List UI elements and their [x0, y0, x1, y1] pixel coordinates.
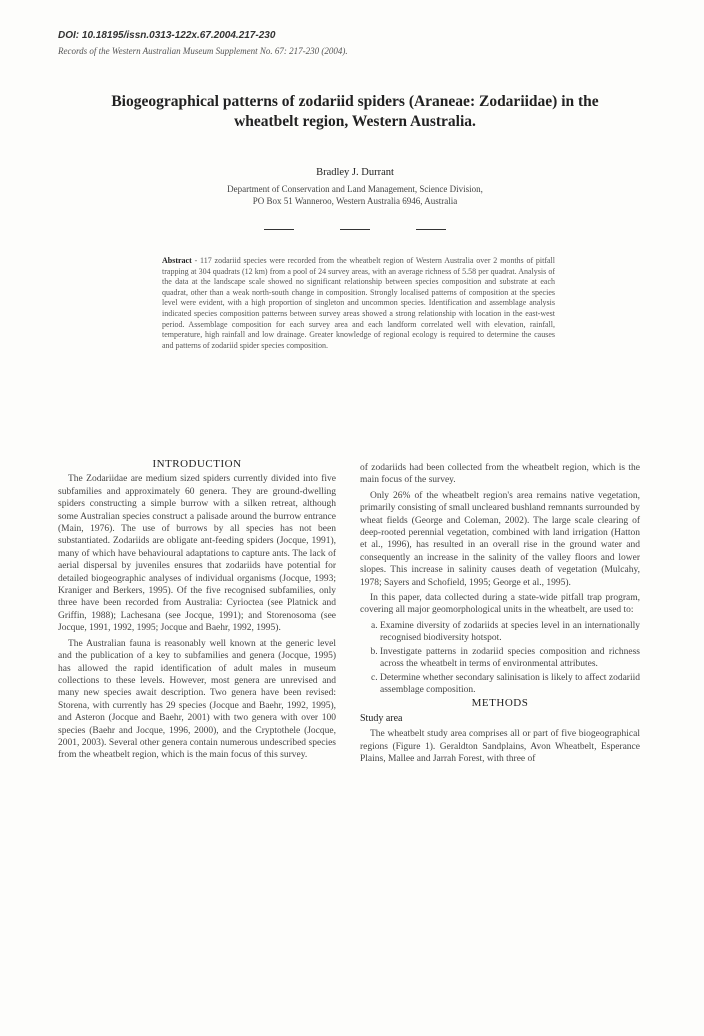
aim-item-c: c. Determine whether secondary salinisation is likely to affect zodariid assemblage composition.	[380, 672, 640, 697]
abstract-text: - 117 zodariid species were recorded from the wheatbelt region of Western Australia over 2 months of pitfall trapping at 304 quadrats (12 km) from a pool of 24 survey areas, with an average richness of 5.58 per quadrat. Analysis of the data at the landscape scale showed no significant relationship between species composition and substrate at each quadrat, other than a weak north-south change in composition. Strongly localised patterns of composition at the species level were evident, with a high proportion of singleton and uncommon species. Identification and assemblage analysis indicated species composition patterns between survey areas showed a strong relationship with location in the east-west period. Assemblage composition for each survey area and each landform correlated well with elevation, rainfall, temperature, high rainfall and low drainage. Greater knowledge of regional ecology is required to determine the causes and patterns of zodariid spider species composition.	[162, 256, 555, 350]
methods-heading: METHODS	[471, 697, 529, 710]
introduction-heading: INTRODUCTION	[152, 458, 242, 470]
date-rule-2	[340, 226, 370, 230]
intro-paragraph-1: The Zodariidae are medium sized spiders currently divided into five subfamilies and approximately 60 genera. They are ground-dwelling spiders constructing a simple burrow with a silken retreat, although some Australian species construct a palisade around the burrow entrance (Main, 1976). The use of burrows by all species has not been substantiated. Zodariids are obligate ant-feeding spiders (Jocque, 1991), many of which have behavioural adaptations to capture ants. The lack of aerial dispersal by juveniles ensures that zodariids have potential for detailed biogeographic analyses of individual organisms (Jocque, 1993; Kraniger and Berkers, 1995). Of the five recognised subfamilies, only three have been recorded from Australia: Cyrioctea (see Platnick and Griffin, 1988); Lachesana (see Jocque, 1991); and Storenosoma (see Jocque, 1991, 1992, 1995; Jocque and Baehr, 1992, 1995).	[58, 474, 336, 634]
date-rule-1	[264, 226, 294, 230]
study-area-paragraph: The wheatbelt study area comprises all or part of five biogeographical regions (Figure 1). Geraldton Sandplains, Avon Wheatbelt, Esperance Plains, Mallee and Jarrah Forest, with three of	[360, 729, 640, 764]
study-area-heading: Study area	[360, 712, 403, 724]
abstract-label: Abstract	[162, 256, 192, 265]
author-name: Bradley J. Durrant	[316, 167, 394, 178]
body-paragraph-3: In this paper, data collected during a state-wide pitfall trap program, covering all major geomorphological units in the wheatbelt, are used to:	[360, 593, 640, 616]
abstract	[162, 256, 555, 351]
date-rule-3	[416, 226, 446, 230]
body-paragraph-1: of zodariids had been collected from the wheatbelt region, which is the main focus of the survey.	[360, 463, 640, 486]
column-right	[360, 462, 640, 768]
journal-citation: Records of the Western Australian Museum Supplement No. 67: 217-230 (2004).	[58, 46, 348, 56]
affiliation-line-2: PO Box 51 Wanneroo, Western Australia 6946, Australia	[252, 196, 458, 206]
aim-item-a: a. Examine diversity of zodariids at species level in an internationally recognised biodiversity hotspot.	[380, 620, 640, 645]
aims-list	[360, 620, 640, 696]
date-rules	[150, 226, 560, 230]
column-left	[58, 458, 336, 765]
affiliation-line-1: Department of Conservation and Land Management, Science Division,	[227, 184, 483, 194]
body-paragraph-2: Only 26% of the wheatbelt region's area remains native vegetation, primarily consisting of small uncleared bushland remnants surrounded by wheat fields (George and Coleman, 2002). The large scale clearing of deep-rooted perennial vegetation, combined with land irrigation (Hatton et al., 1996), has resulted in an overall rise in the ground water and consequently an increase in the salinity of the valley floors and lower slopes. This increase in salinity causes death of vegetation (Mulcahy, 1978; Sayers and Schofield, 1995; George et al., 1995).	[360, 490, 640, 588]
intro-paragraph-2: The Australian fauna is reasonably well known at the generic level and the publication of a key to subfamilies and genera (Jocque, 1995) has allowed the rapid identification of adult males in museum collections to these levels. However, most genera are unrevised and many new species await description. Two genera have been revised: Storena, with currently has 29 species (Jocque and Baehr, 1992, 1995), and Asteron (Jocque and Baehr, 2001) with two genera with over 100 species (Baehr and Jocque, 1996, 2000), and the Cryptothele (Jocque, 2001, 2003). Several other genera contain numerous undescribed species from the wheatbelt region, which is the main focus of this survey.	[58, 638, 336, 761]
aim-item-b: b. Investigate patterns in zodariid species composition and richness across the wheatbelt in terms of environmental attributes.	[380, 646, 640, 671]
author-affiliation	[150, 183, 560, 207]
doi-line: DOI: 10.18195/issn.0313-122x.67.2004.217-230	[58, 30, 276, 41]
paper-title: Biogeographical patterns of zodariid spiders (Araneae: Zodariidae) in the wheatbelt region, Western Australia.	[111, 93, 599, 130]
